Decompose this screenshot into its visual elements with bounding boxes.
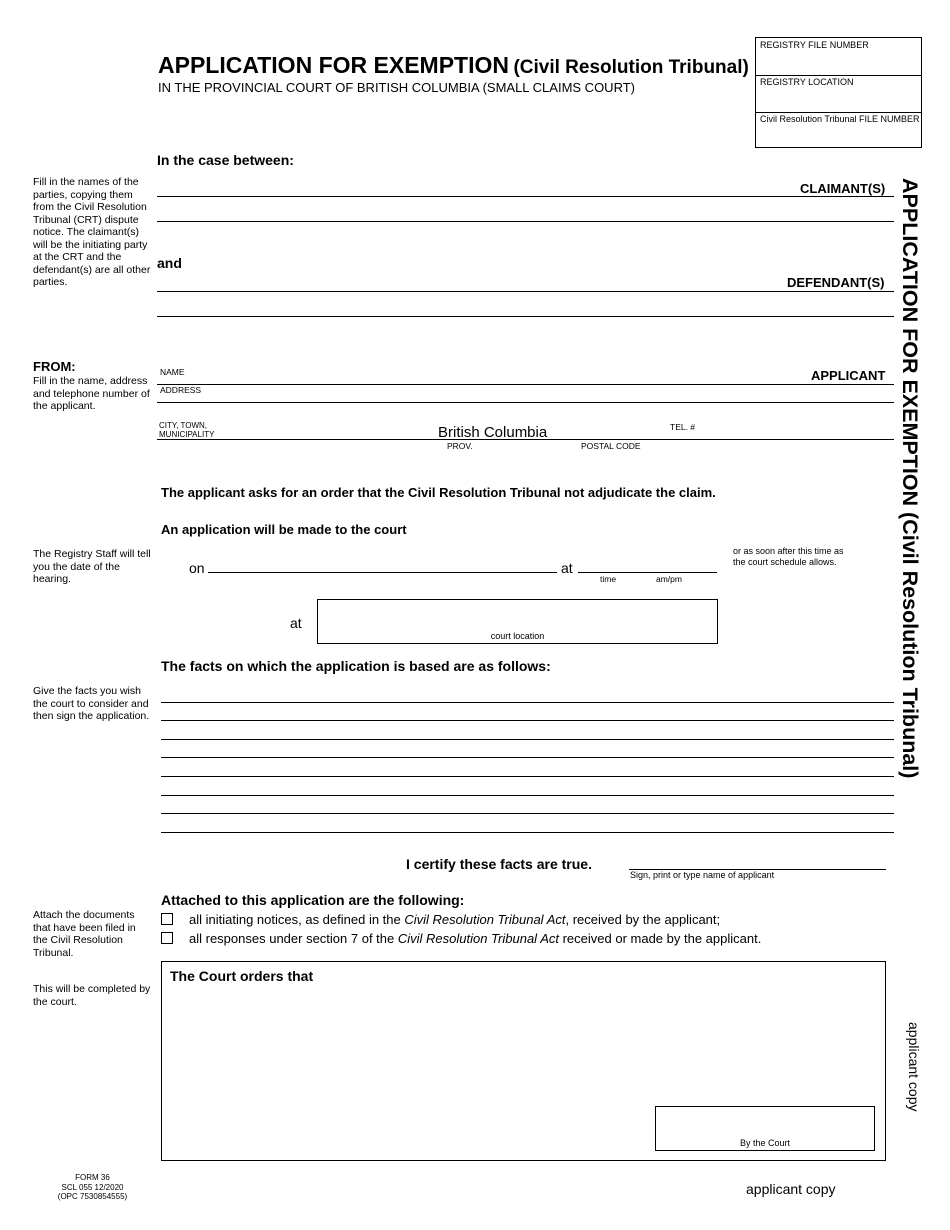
claimant-line-2[interactable]	[157, 221, 894, 222]
time-label: time	[600, 574, 617, 584]
form-number-line1: FORM 36	[75, 1173, 110, 1182]
parties-instruction: Fill in the names of the parties, copying them from the Civil Resolution Tribunal (CRT) dispute notice. The claimant(s) will be the initiating party at the CRT and the defendant(s) are all other parties.	[33, 176, 151, 288]
item2-pre: all responses under section 7 of the	[189, 931, 398, 946]
page-subtitle: IN THE PROVINCIAL COURT OF BRITISH COLUMBIA (SMALL CLAIMS COURT)	[158, 80, 635, 95]
vertical-form-title: APPLICATION FOR EXEMPTION (Civil Resolution Tribunal)	[898, 178, 922, 779]
at-location-label: at	[290, 615, 302, 631]
facts-line[interactable]	[161, 776, 894, 777]
city-label-line2: MUNICIPALITY	[159, 430, 215, 439]
registry-file-number-label: REGISTRY FILE NUMBER	[760, 40, 869, 50]
court-location-box[interactable]	[317, 599, 718, 644]
court-orders-heading: The Court orders that	[170, 968, 314, 984]
title-suffix: (Civil Resolution Tribunal)	[513, 57, 749, 78]
footer-copy-label: applicant copy	[746, 1181, 836, 1197]
court-schedule-note: or as soon after this time as the court schedule allows.	[733, 546, 844, 567]
order-request-text: The applicant asks for an order that the Civil Resolution Tribunal not adjudicate the claim.	[161, 485, 716, 500]
registry-location-label: REGISTRY LOCATION	[760, 77, 854, 87]
address-line[interactable]	[157, 402, 894, 403]
defendant-line-1[interactable]	[157, 291, 894, 292]
province-value: British Columbia	[438, 424, 548, 441]
city-label-line1: CITY, TOWN,	[159, 421, 208, 430]
registry-divider-2	[756, 112, 921, 113]
by-the-court-box[interactable]	[655, 1106, 875, 1151]
responses-text	[189, 931, 761, 946]
court-instruction: This will be completed by the court.	[33, 983, 151, 1008]
hearing-instruction: The Registry Staff will tell you the date of the hearing.	[33, 548, 151, 585]
item2-act: Civil Resolution Tribunal Act	[397, 931, 559, 946]
crt-file-number-label: Civil Resolution Tribunal FILE NUMBER	[760, 114, 920, 124]
hearing-time-line[interactable]	[578, 572, 717, 573]
item1-act: Civil Resolution Tribunal Act	[404, 912, 566, 927]
attached-instruction: Attach the documents that have been filed in the Civil Resolution Tribunal.	[33, 909, 136, 959]
city-line[interactable]	[157, 439, 894, 440]
from-instruction: Fill in the name, address and telephone number of the applicant.	[33, 375, 150, 412]
applicant-label: APPLICANT	[811, 368, 886, 383]
name-label: NAME	[160, 367, 185, 377]
form-number	[40, 1173, 145, 1202]
sign-label: Sign, print or type name of applicant	[630, 870, 775, 880]
facts-line[interactable]	[161, 795, 894, 796]
item2-post: received or made by the applicant.	[558, 931, 762, 946]
and-label: and	[157, 255, 182, 271]
application-heading: An application will be made to the court	[161, 522, 407, 537]
responses-checkbox[interactable]	[161, 932, 173, 944]
from-heading: FROM:	[33, 359, 76, 374]
prov-label: PROV.	[447, 441, 473, 451]
facts-line[interactable]	[161, 702, 894, 703]
facts-line[interactable]	[161, 757, 894, 758]
facts-line[interactable]	[161, 832, 894, 833]
registry-box	[755, 37, 922, 148]
initiating-notices-checkbox[interactable]	[161, 913, 173, 925]
title-main: APPLICATION FOR EXEMPTION	[158, 52, 509, 78]
hearing-date-line[interactable]	[208, 572, 557, 573]
facts-line[interactable]	[161, 813, 894, 814]
postal-code-label: POSTAL CODE	[581, 441, 641, 451]
tel-label: TEL. #	[670, 422, 696, 432]
parties-heading: In the case between:	[157, 152, 294, 168]
initiating-notices-text	[189, 912, 720, 927]
court-location-label: court location	[490, 631, 545, 641]
address-label: ADDRESS	[160, 385, 202, 395]
item1-pre: all initiating notices, as defined in the	[189, 912, 405, 927]
facts-heading: The facts on which the application is based are as follows:	[161, 658, 551, 674]
ampm-label: am/pm	[656, 574, 682, 584]
defendant-line-2[interactable]	[157, 316, 894, 317]
form-number-line2: SCL 055 12/2020	[61, 1182, 124, 1192]
registry-divider-1	[756, 75, 921, 76]
facts-line[interactable]	[161, 720, 894, 721]
attached-heading: Attached to this application are the following:	[161, 892, 465, 908]
certify-text: I certify these facts are true.	[406, 856, 592, 872]
court-orders-box	[161, 961, 886, 1161]
item1-post: , received by the applicant;	[565, 912, 721, 927]
vertical-copy-label: applicant copy	[906, 1022, 922, 1112]
city-label	[159, 421, 214, 439]
facts-instruction: Give the facts you wish the court to consider and then sign the application.	[33, 685, 150, 722]
page-title	[158, 52, 749, 79]
claimants-label: CLAIMANT(S)	[800, 181, 886, 196]
at-time-label: at	[561, 560, 573, 576]
claimant-line-1[interactable]	[157, 196, 894, 197]
name-line[interactable]	[157, 384, 894, 385]
by-the-court-label: By the Court	[739, 1138, 791, 1148]
form-number-line3: (OPC 7530854555)	[57, 1192, 128, 1201]
on-label: on	[189, 560, 205, 576]
defendants-label: DEFENDANT(S)	[787, 275, 885, 290]
facts-line[interactable]	[161, 739, 894, 740]
